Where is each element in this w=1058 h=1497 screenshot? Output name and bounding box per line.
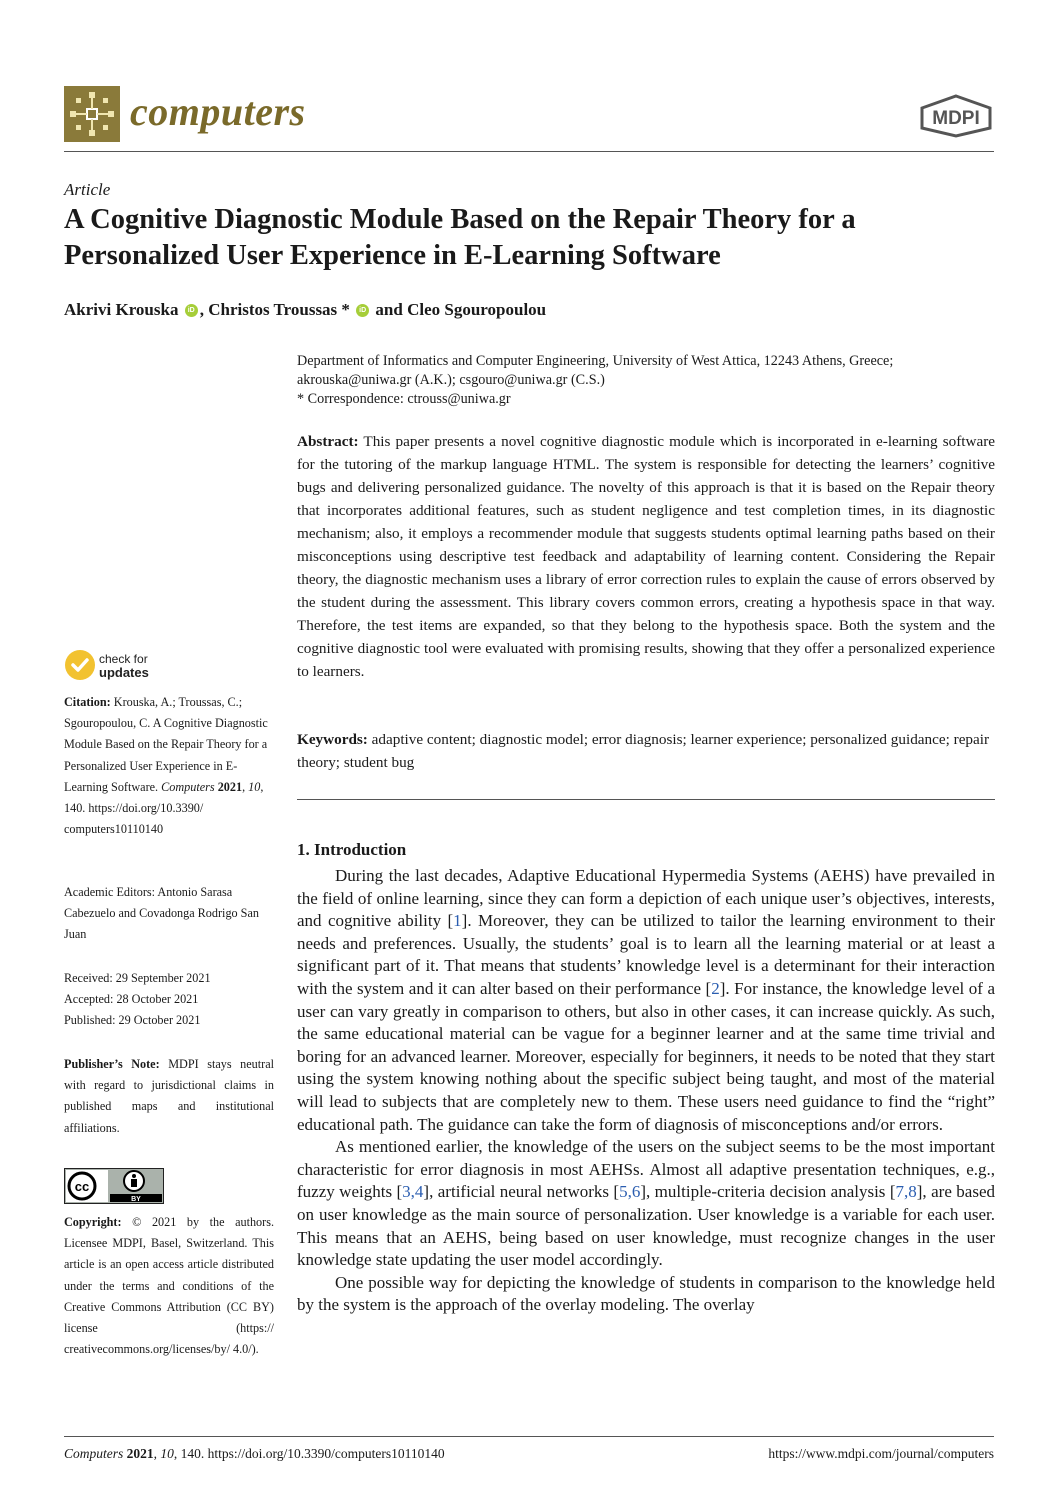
keywords [297, 728, 995, 774]
reference-link[interactable]: 1 [453, 911, 462, 931]
author-name[interactable]: Christos Troussas * [208, 300, 350, 319]
section-heading: 1. Introduction [297, 840, 407, 859]
publication-dates [64, 968, 274, 1032]
citation [64, 692, 274, 840]
paragraph-text: As mentioned earlier, the knowledge of the users on the subject seems to be the most important characteristic for error diagnosis in most AEHSs. Almost all adaptive presentation techniques, e.g., fuzzy weights [ [297, 1137, 995, 1202]
citation-volume: 10 [248, 779, 261, 794]
copyright-label: Copyright: [64, 1215, 122, 1229]
check-for-text: check for [99, 652, 148, 666]
citation-doi[interactable]: , 140. https://doi.org/10.3390/ computers10110140 [64, 779, 264, 837]
published-date: Published: 29 October 2021 [64, 1013, 201, 1028]
footer-journal-url[interactable]: https://www.mdpi.com/journal/computers [768, 1446, 994, 1461]
paragraph-text: ]. Moreover, they can be utilized to tailor the learning environment to their needs and preferences. Usually, the students’ goal is to learn all the learning material or at least a significant part of it. That means that students’ knowledge level is a determinant for their interaction with the system and it can alter based on their performance [ [297, 911, 995, 998]
paragraph [297, 1136, 995, 1272]
cc-text: cc [74, 1179, 90, 1194]
paragraph-text: During the last decades, Adaptive Educational Hypermedia Systems (AEHS) have prevailed in the field of online learning, since they can form a depiction of each unique user’s objectives, interests, and cognitive ability [ [297, 866, 995, 931]
author-name[interactable]: Cleo Sgouropoulou [407, 300, 547, 319]
reference-link[interactable]: 5,6 [619, 1182, 641, 1202]
citation-label: Citation: [64, 695, 111, 709]
reference-link[interactable]: 2 [711, 978, 720, 998]
author-separator: , [199, 300, 209, 319]
correspondence: * Correspondence: ctrouss@uniwa.gr [297, 391, 511, 407]
journal-logo-icon [64, 86, 120, 142]
footer-separator: , [153, 1446, 161, 1461]
academic-editors: Academic Editors: Antonio Sarasa Cabezuelo and Covadonga Rodrigo San Juan [64, 885, 259, 942]
abstract [297, 430, 995, 683]
copyright [64, 1212, 274, 1360]
accepted-date: Accepted: 28 October 2021 [64, 992, 199, 1007]
header-divider [64, 151, 994, 152]
abstract-text: This paper presents a novel cognitive diagnostic module which is incorporated in e-learning software for the tutoring of the markup language HTML. The system is responsible for detecting the learners’ cognitive bugs and delivering personalized guidance. The novelty of this approach is that it is based on the Repair theory that incorporates additional features, such as student negligence and test completion times, in its diagnostic mechanism; also, it employs a recommender module that suggests students optimal learning paths based on their misconceptions using descriptive test feedback and adaptability of learning content. Considering the Repair theory, the diagnostic mechanism uses a library of error correction rules to explain the cause of errors observed by the student during the assessment. This library covers common errors, creating a hypothesis space in that way. Therefore, the test items are expanded, so that they belong to the hypothesis space. Both the system and the cognitive diagnostic tool were evaluated with promising results, showing that they offer a personalized experience to learners. [297, 433, 995, 680]
paragraph-text: ]. For instance, the knowledge level of a user can vary greatly in comparison to others, but also in other cases, it can increase quickly. As such, the same educational material can be vague for a beginner learner and at the same time trivial and boring for an advanced learner. Moreover, especially for beginners, it needs to be noted that they start using the system knowing nothing about the specific subject being taught, and most of the material will lead to subjects that are completely new to them. These users need guidance to find the “right” educational path. The guidance can take the form of diagnosis of misconceptions and/or errors. [297, 978, 996, 1134]
paragraph [297, 865, 995, 1136]
by-text: BY [131, 1196, 141, 1203]
footer-journal: Computers [64, 1446, 124, 1461]
journal-name: computers [130, 89, 306, 134]
keywords-text: adaptive content; diagnostic model; error diagnosis; learner experience; personalized guidance; repair theory; student bug [297, 731, 990, 771]
orcid-icon[interactable]: iD [356, 304, 369, 317]
copyright-text: © 2021 by the authors. Licensee MDPI, Basel, Switzerland. This article is an open access article distributed under the terms and conditions of the Creative Commons Attribution (CC BY) license (https:// creativecommons.org/licenses/by/ 4.0/). [64, 1215, 274, 1357]
updates-text: updates [99, 665, 149, 680]
footer-citation [64, 1446, 445, 1462]
mdpi-logo-icon [918, 94, 994, 143]
check-for-updates-button[interactable] [64, 648, 164, 687]
pubnote-label: Publisher’s Note: [64, 1057, 160, 1071]
cc-by-license-icon[interactable] [64, 1168, 164, 1209]
reference-link[interactable]: 7,8 [895, 1182, 917, 1202]
author-separator: and [371, 300, 408, 319]
abstract-divider [297, 799, 995, 800]
author-name[interactable]: Akrivi Krouska [64, 300, 179, 319]
citation-journal: Computers [161, 779, 215, 794]
paragraph-text: ], multiple-criteria decision analysis [ [640, 1182, 896, 1202]
article-type: Article [64, 180, 111, 199]
reference-link[interactable]: 3,4 [402, 1182, 424, 1202]
footer-volume: 10 [160, 1446, 174, 1461]
affiliation [297, 352, 995, 409]
citation-text: Krouska, A.; Troussas, C.; Sgouropoulou, C. A Cognitive Diagnostic Module Based on the Repair Theory for a Personalized User Experience in E-Learning Software. [64, 695, 268, 794]
affiliation-emails: akrouska@uniwa.gr (A.K.); csgouro@uniwa.gr (C.S.) [297, 372, 605, 388]
paragraph: One possible way for depicting the knowledge of students in comparison to the knowledge held by the system is the approach of the overlay modeling. The overlay [297, 1272, 995, 1315]
footer-doi[interactable]: , 140. https://doi.org/10.3390/computers10110140 [173, 1446, 445, 1461]
footer-year: 2021 [123, 1446, 154, 1461]
author-list [64, 300, 546, 320]
orcid-icon[interactable]: iD [185, 304, 198, 317]
paragraph-text: ], artificial neural networks [ [423, 1182, 620, 1202]
article-title: A Cognitive Diagnostic Module Based on the Repair Theory for a Personalized User Experience in E-Learning Software [64, 204, 856, 271]
footer-divider [64, 1436, 994, 1437]
citation-separator: , [242, 779, 249, 794]
citation-year: 2021 [214, 779, 243, 794]
affiliation-line: Department of Informatics and Computer Engineering, University of West Attica, 12243 Athens, Greece; [297, 353, 894, 369]
paragraph-text: ], are based on user knowledge as the main source of personalization. User knowledge is a variable for each user. This means that an AEHS, being based on user knowledge, must recognize changes in the user knowledge state updating the user model accordingly. [297, 1182, 995, 1270]
publishers-note [64, 1054, 274, 1139]
pubnote-text: MDPI stays neutral with regard to jurisdictional claims in published maps and institutional affiliations. [64, 1057, 274, 1135]
received-date: Received: 29 September 2021 [64, 971, 211, 985]
body-text [297, 865, 995, 1317]
abstract-label: Abstract: [297, 433, 359, 450]
mdpi-logo-text: MDPI [932, 108, 980, 129]
keywords-label: Keywords: [297, 731, 368, 748]
